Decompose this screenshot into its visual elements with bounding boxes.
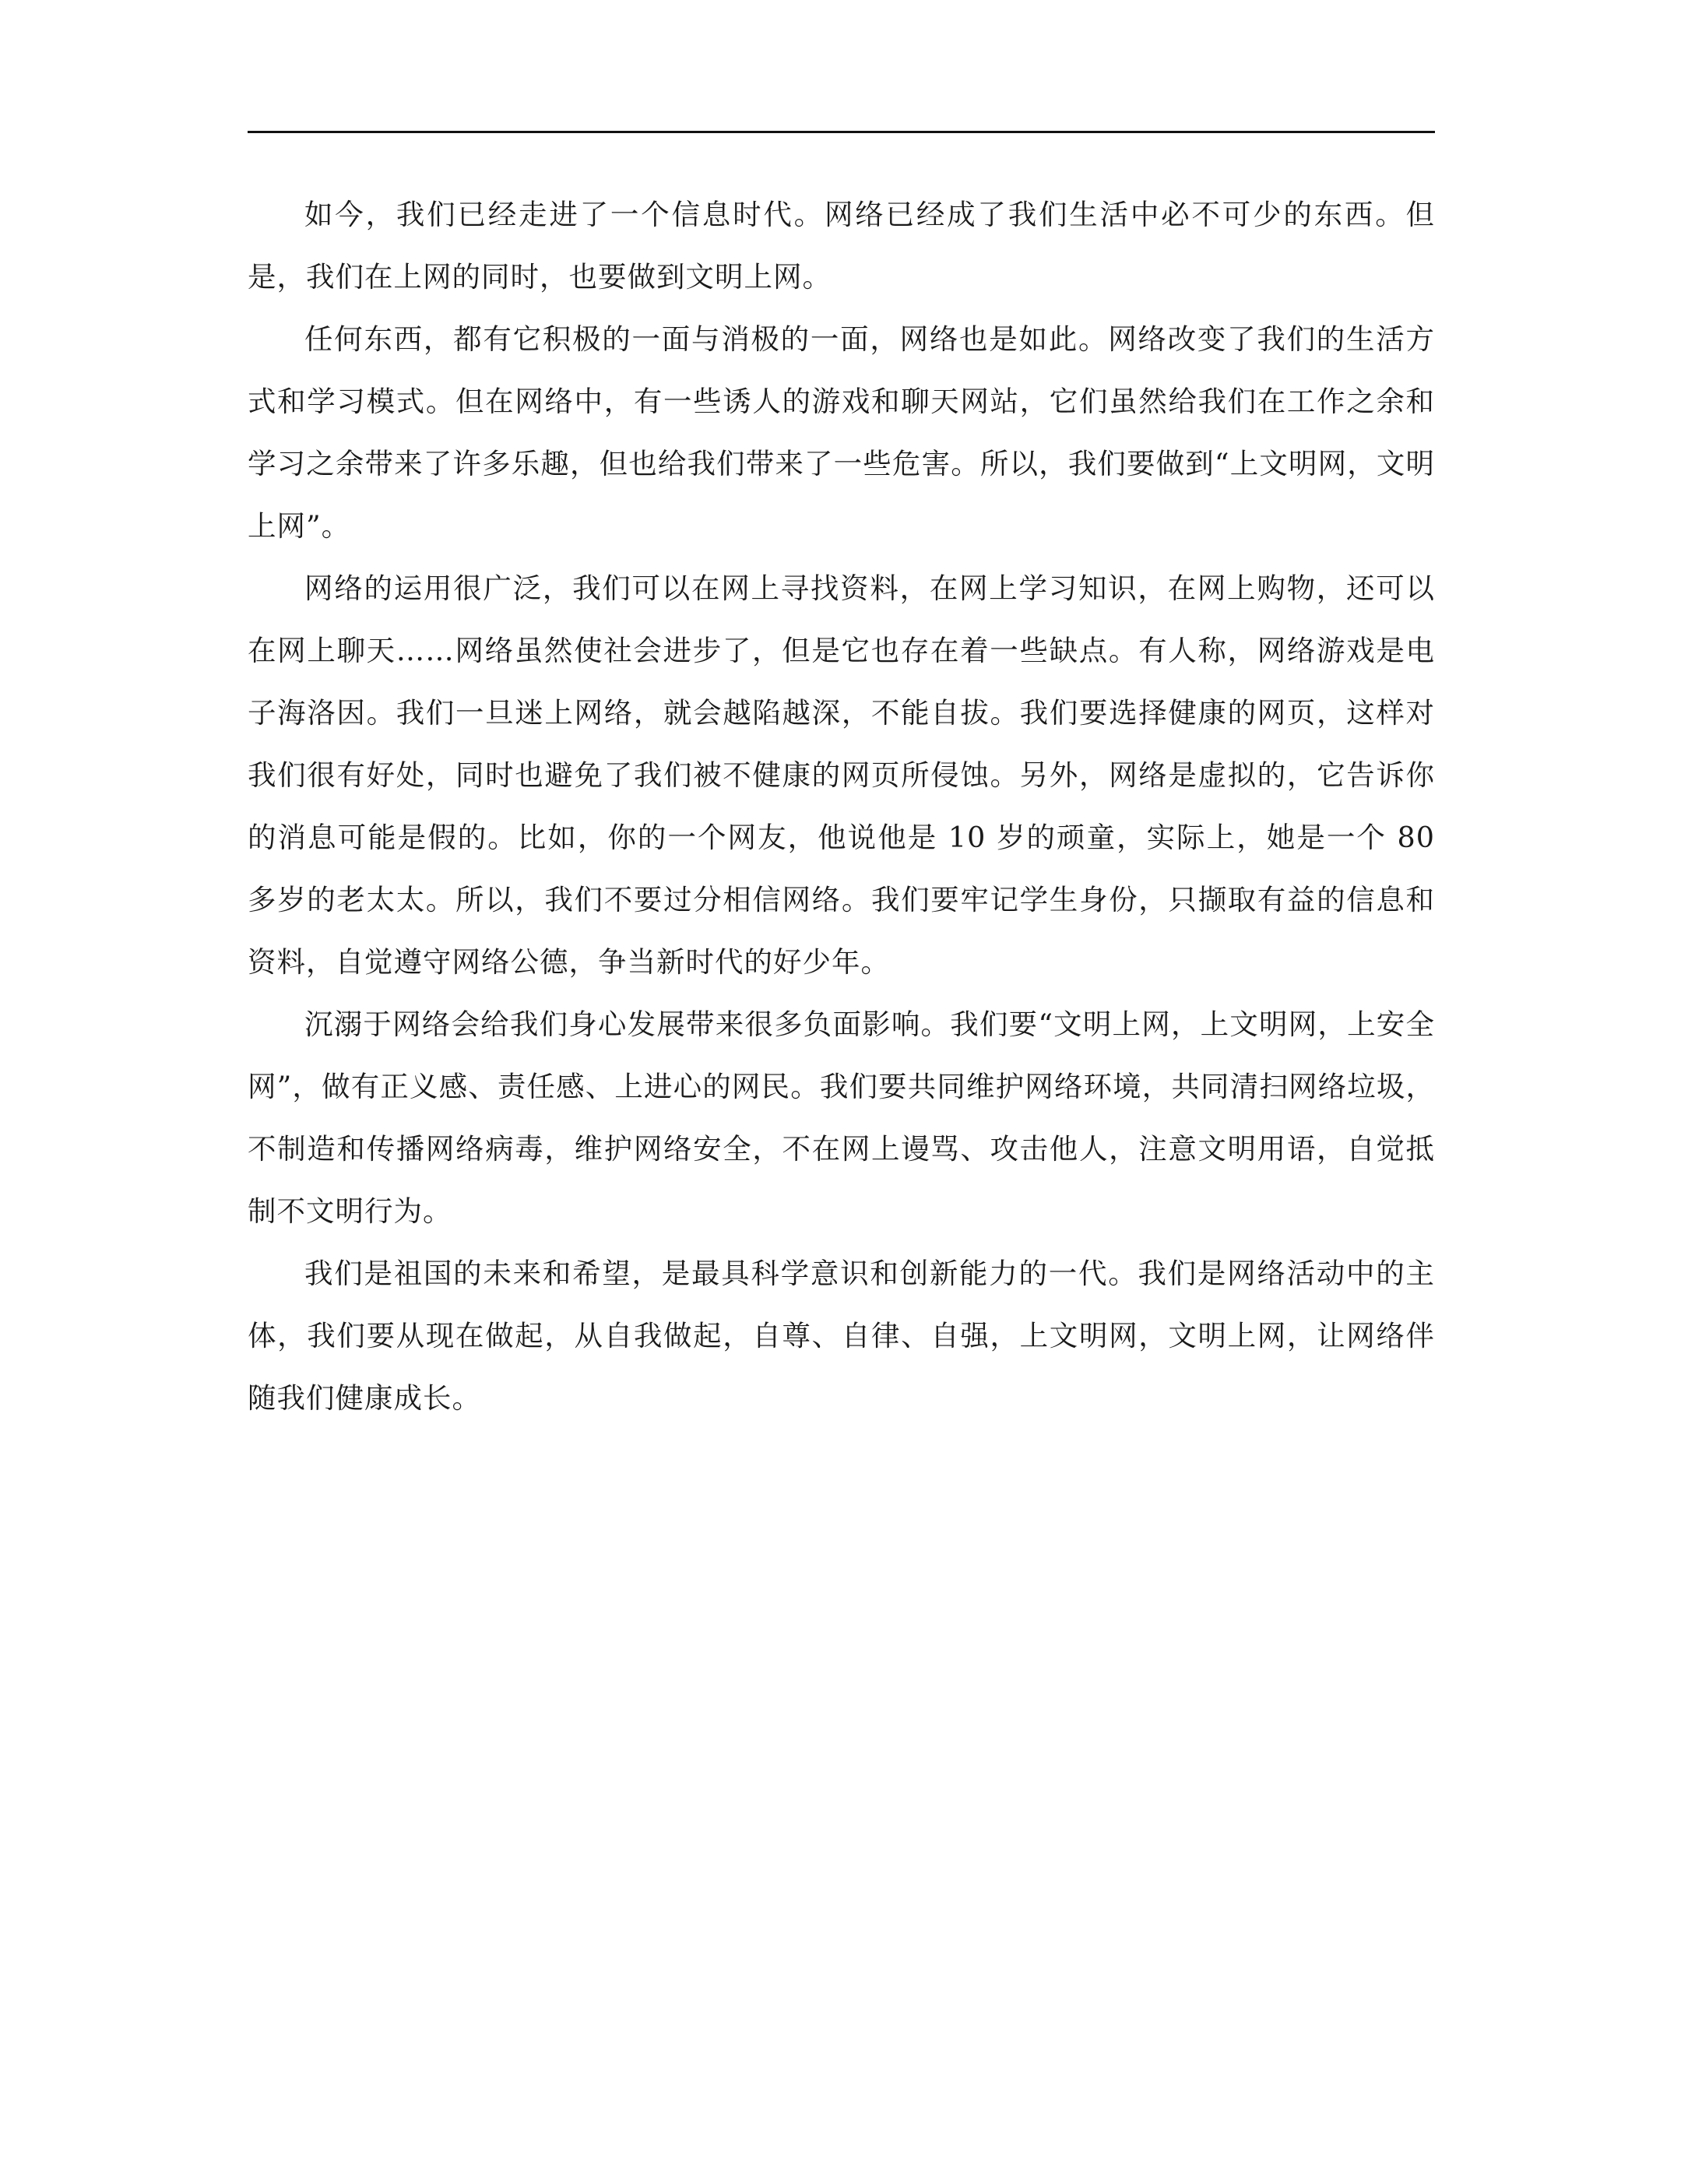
paragraph-3: 网络的运用很广泛，我们可以在网上寻找资料，在网上学习知识，在网上购物，还可以在网上聊天……网络虽然使社会进步了，但是它也存在着一些缺点。有人称，网络游戏是电子海洛因。我们一旦迷上网络，就会越陷越深，不能自拔。我们要选择健康的网页，这样对我们很有好处，同时也避免了我们被不健康的网页所侵蚀。另外，网络是虚拟的，它告诉你的消息可能是假的。比如，你的一个网友，他说他是 10 岁的顽童，实际上，她是一个 80 多岁的老太太。所以，我们不要过分相信网络。我们要牢记学生身份，只撷取有益的信息和资料，自觉遵守网络公德，争当新时代的好少年。 [248,571,1435,979]
document-body [248,184,1435,1430]
paragraph-1: 如今，我们已经走进了一个信息时代。网络已经成了我们生活中必不可少的东西。但是，我们在上网的同时，也要做到文明上网。 [248,198,1435,294]
paragraph-2: 任何东西，都有它积极的一面与消极的一面，网络也是如此。网络改变了我们的生活方式和学习模式。但在网络中，有一些诱人的游戏和聊天网站，它们虽然给我们在工作之余和学习之余带来了许多乐趣，但也给我们带来了一些危害。所以，我们要做到“上文明网，文明上网”。 [248,322,1435,543]
paragraph-5: 我们是祖国的未来和希望，是最具科学意识和创新能力的一代。我们是网络活动中的主体，我们要从现在做起，从自我做起，自尊、自律、自强，上文明网，文明上网，让网络伴随我们健康成长。 [248,1257,1435,1415]
paragraph-4: 沉溺于网络会给我们身心发展带来很多负面影响。我们要“文明上网，上文明网，上安全网”，做有正义感、责任感、上进心的网民。我们要共同维护网络环境，共同清扫网络垃圾，不制造和传播网络病毒，维护网络安全，不在网上谩骂、攻击他人，注意文明用语，自觉抵制不文明行为。 [248,1008,1435,1228]
header-rule [248,131,1435,133]
